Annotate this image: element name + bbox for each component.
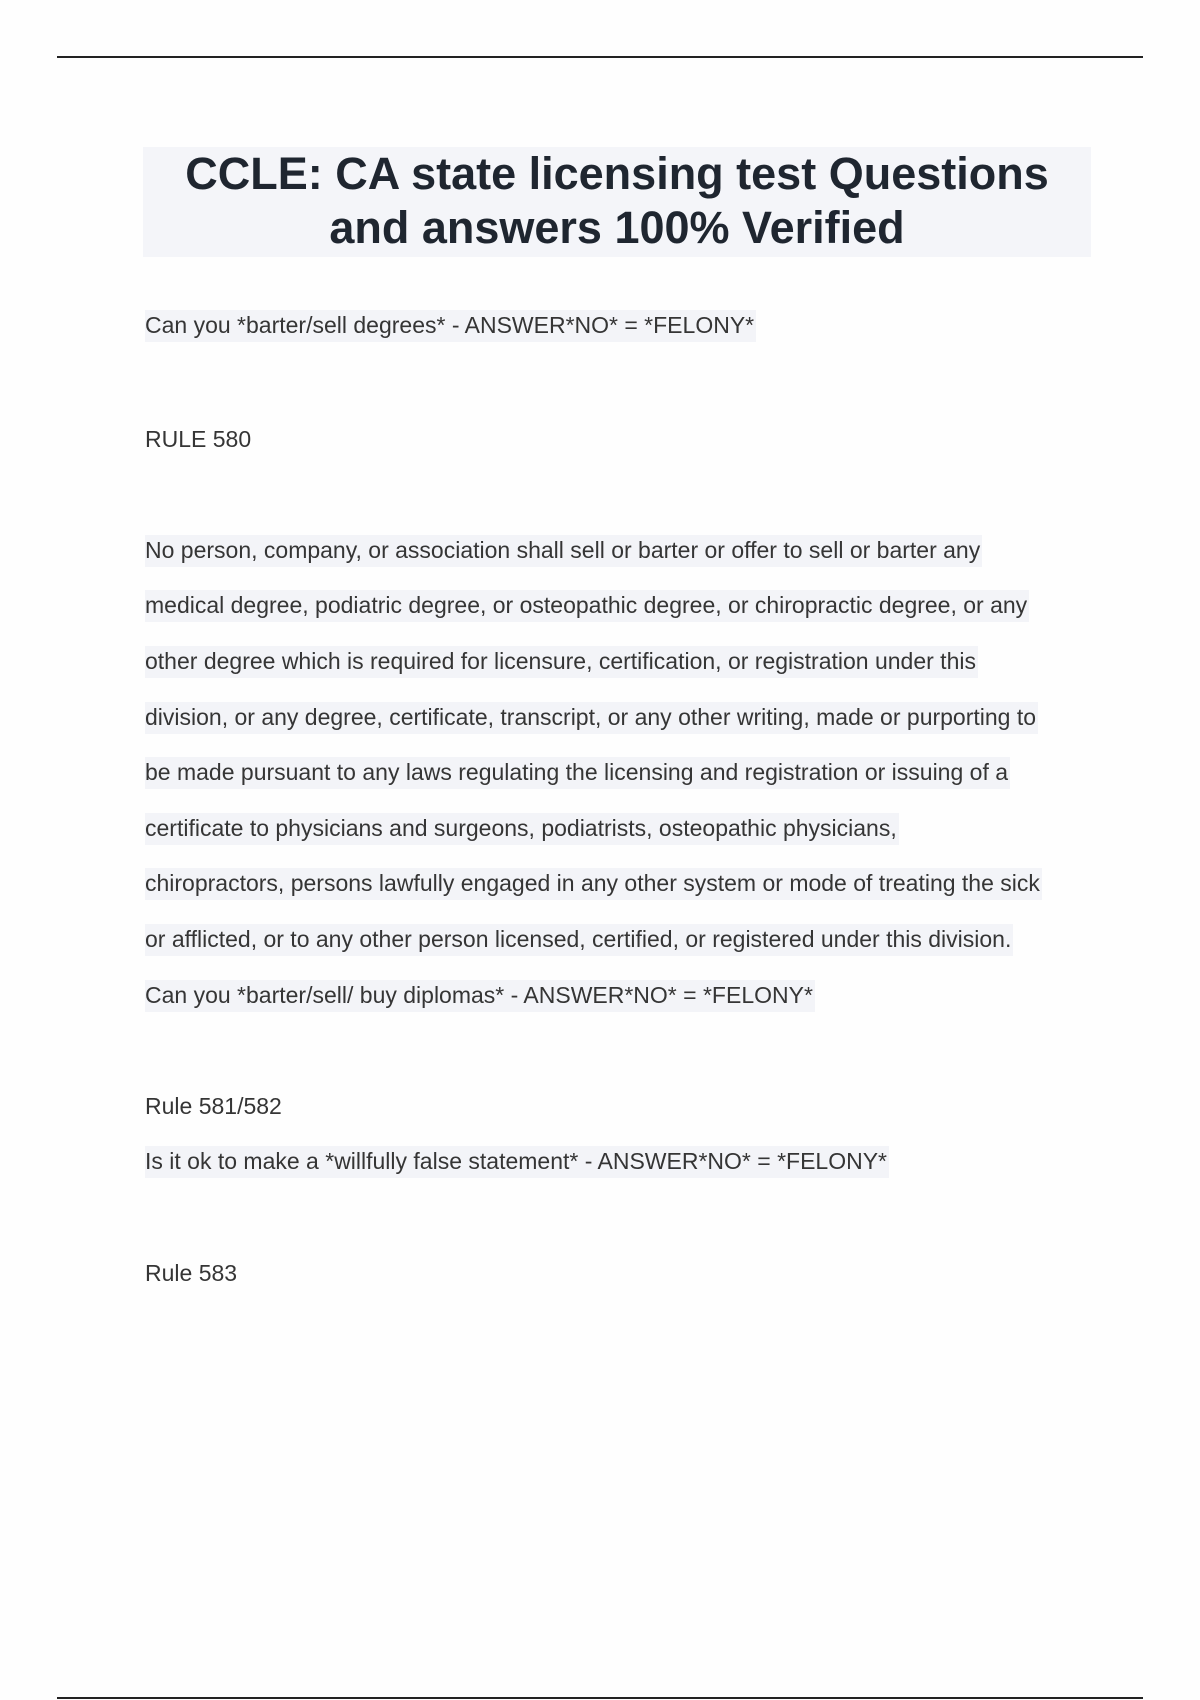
footer-divider xyxy=(57,1697,1143,1699)
rule-580-heading: RULE 580 xyxy=(145,426,252,452)
answer-paragraph-line: division, or any degree, certificate, transcript, or any other writing, made or purporting to xyxy=(145,702,1038,732)
question-1 xyxy=(145,310,756,340)
answer-paragraph-line: No person, company, or association shall sell or barter or offer to sell or barter any xyxy=(145,535,982,565)
answer-paragraph-line: certificate to physicians and surgeons, podiatrists, osteopathic physicians, xyxy=(145,813,899,843)
question-1-text: Can you *barter/sell degrees* - ANSWER*NO* = *FELONY* xyxy=(145,310,756,342)
question-2 xyxy=(145,980,815,1010)
answer-paragraph-line: other degree which is required for licensure, certification, or registration under this xyxy=(145,646,978,676)
rule-581-582-heading: Rule 581/582 xyxy=(145,1093,282,1119)
rule-583-heading: Rule 583 xyxy=(145,1260,238,1286)
answer-paragraph-line: chiropractors, persons lawfully engaged in any other system or mode of treating the sick xyxy=(145,868,1042,898)
header-divider xyxy=(57,56,1143,58)
answer-paragraph-line: be made pursuant to any laws regulating the licensing and registration or issuing of a xyxy=(145,757,1010,787)
answer-paragraph-line: medical degree, podiatric degree, or osteopathic degree, or chiropractic degree, or any xyxy=(145,590,1029,620)
answer-paragraph-line: or afflicted, or to any other person licensed, certified, or registered under this division. xyxy=(145,924,1013,954)
question-3-text: Is it ok to make a *willfully false statement* - ANSWER*NO* = *FELONY* xyxy=(145,1146,889,1178)
question-3 xyxy=(145,1146,889,1176)
document-title: CCLE: CA state licensing test Questions and answers 100% Verified xyxy=(185,148,1049,253)
question-2-text: Can you *barter/sell/ buy diplomas* - ANSWER*NO* = *FELONY* xyxy=(145,980,815,1012)
